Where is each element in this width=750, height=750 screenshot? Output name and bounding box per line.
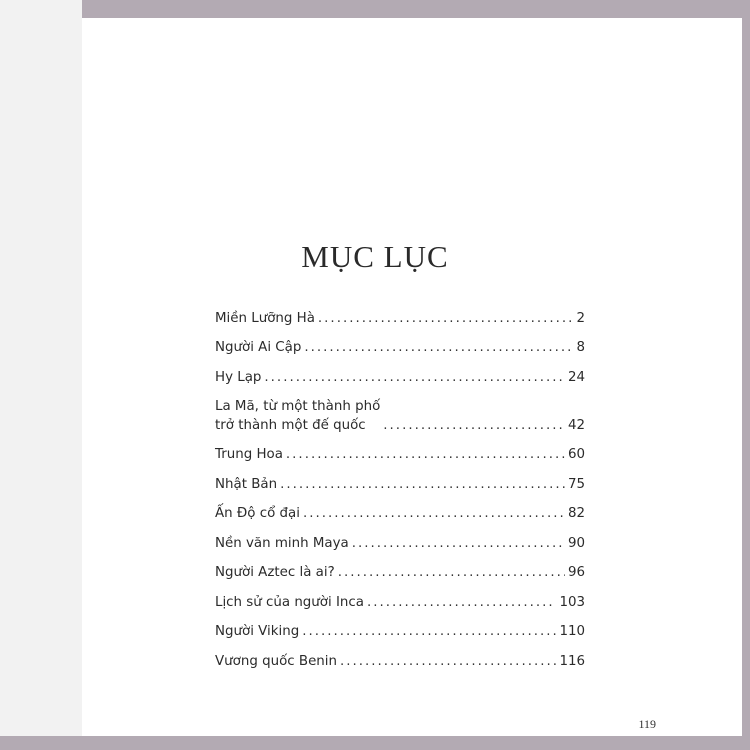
toc-entry-label: Trung Hoa: [215, 447, 283, 462]
toc-entry-page: 60: [567, 447, 585, 462]
toc-entry-page: 24: [567, 369, 585, 385]
toc-entry-label: Lịch sử của người Inca: [215, 594, 364, 610]
toc-entry-label: Nhật Bản: [215, 476, 278, 492]
dot-leader: [303, 505, 565, 523]
page-title: MỤC LỤC: [301, 239, 449, 274]
toc-entry-page: 42: [567, 417, 585, 433]
dot-leader: [352, 535, 565, 553]
toc-entry-label: Nền văn minh Maya: [215, 535, 349, 551]
toc-entry[interactable]: [215, 464, 585, 494]
toc-entry-label: Người Ai Cập: [215, 340, 302, 355]
dot-leader: [338, 564, 565, 582]
dot-leader: [280, 476, 565, 494]
toc-entry-label: Hy Lạp: [215, 369, 262, 385]
toc-entry[interactable]: [215, 387, 585, 435]
book-page: [82, 18, 668, 736]
toc-entry-page: 2: [576, 310, 585, 326]
dot-leader: [367, 594, 556, 612]
dot-leader: [264, 369, 565, 387]
toc-entry-page: 8: [576, 340, 585, 355]
toc-entry[interactable]: [215, 435, 585, 465]
toc-entry-page: 90: [567, 535, 585, 551]
scan-border-top: [0, 0, 750, 18]
toc-entry[interactable]: [215, 328, 585, 358]
toc-entry[interactable]: [215, 582, 585, 612]
dot-leader: [302, 623, 556, 641]
toc-entry[interactable]: [215, 553, 585, 583]
toc-entry-label: Miền Lưỡng Hà: [215, 310, 315, 326]
page-number: 119: [638, 717, 656, 731]
toc-entry-page: 82: [567, 506, 585, 521]
table-of-contents: [215, 298, 585, 671]
toc-entry-page: 110: [559, 624, 585, 639]
toc-entry-page: 116: [559, 653, 585, 669]
dot-leader: [383, 417, 565, 435]
toc-entry-label-line-1: La Mã, từ một thành phố: [215, 398, 381, 414]
toc-entry[interactable]: [215, 357, 585, 387]
toc-entry[interactable]: [215, 612, 585, 642]
toc-entry[interactable]: [215, 523, 585, 553]
toc-entry-page: 75: [567, 476, 585, 492]
dot-leader: [304, 339, 573, 357]
dot-leader: [340, 653, 556, 671]
toc-entry[interactable]: [215, 641, 585, 671]
toc-entry-label: [215, 397, 380, 435]
dot-leader: [318, 310, 574, 328]
dot-leader: [286, 446, 565, 464]
toc-entry-label-line-2: trở thành một đế quốc: [215, 417, 366, 433]
toc-entry-page: 103: [559, 594, 585, 610]
scan-border-right: [742, 0, 750, 750]
toc-entry-label: Ấn Độ cổ đại: [215, 506, 300, 521]
toc-entry[interactable]: [215, 494, 585, 524]
toc-entry-label: Người Aztec là ai?: [215, 565, 335, 580]
scan-border-bottom: [0, 736, 750, 750]
toc-entry[interactable]: [215, 298, 585, 328]
scan-margin-left: [0, 0, 82, 750]
toc-entry-page: 96: [567, 565, 585, 580]
toc-entry-label: Người Viking: [215, 624, 300, 639]
toc-entry-label: Vương quốc Benin: [215, 653, 337, 669]
